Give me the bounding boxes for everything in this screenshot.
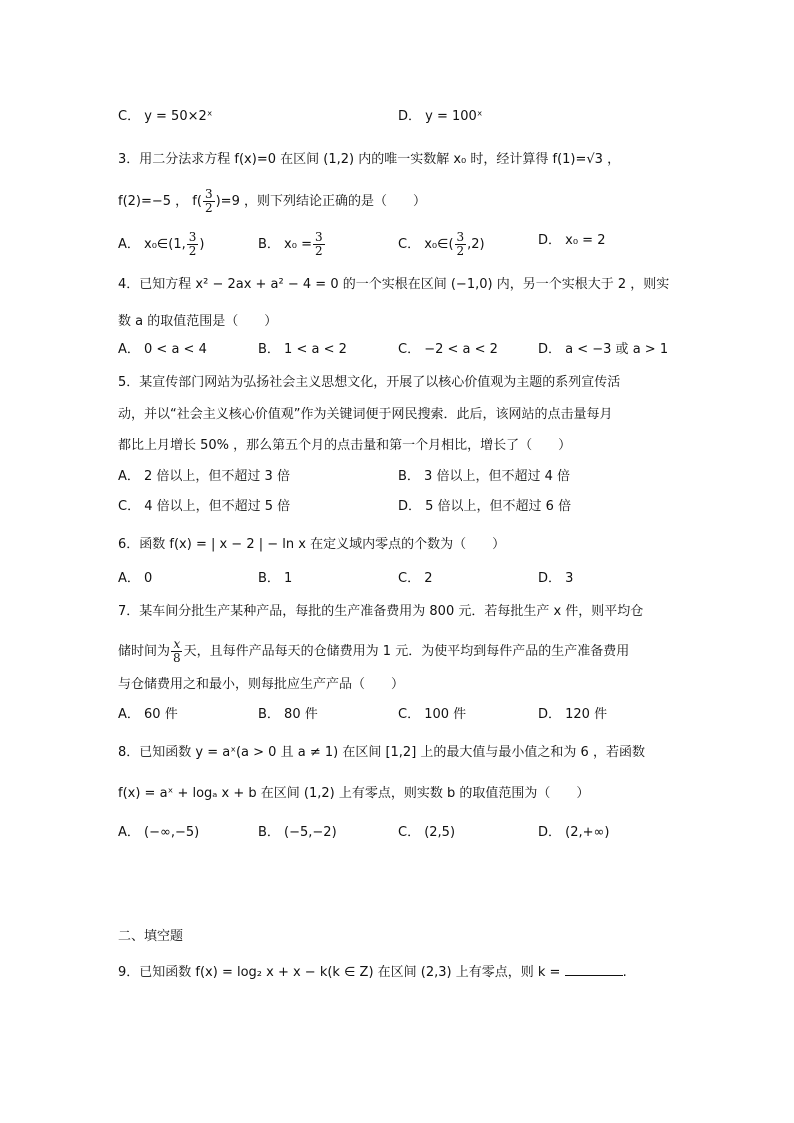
q3-option-a-num: 3	[188, 230, 197, 244]
q3-stem-line2-a: f(2)=−5 ， f(	[118, 194, 202, 209]
q7-fraction-num: x	[173, 637, 181, 651]
q3-option-c-fraction	[455, 231, 467, 258]
q4-option-b: B． 1 < a < 2	[258, 342, 347, 357]
q3-option-a-fraction	[187, 231, 199, 258]
q3-option-c-num: 3	[456, 230, 465, 244]
q3-option-c-post: ,2)	[467, 237, 485, 252]
q7-stem-line2-post: 天，且每件产品每天的仓储费用为 1 元．为使平均到每件产品的生产准备费用	[183, 644, 630, 659]
q3-option-b-num: 3	[314, 230, 323, 244]
q3-stem-line2-b: )=9 ，则下列结论正确的是（ ）	[215, 194, 426, 209]
q3-option-b	[258, 231, 326, 258]
q8-option-a: A． (−∞,−5)	[118, 825, 200, 840]
q3-fraction-den: 2	[204, 201, 213, 215]
q8-option-b: B． (−5,−2)	[258, 825, 337, 840]
q9-stem-text: 9．已知函数 f(x) = log₂ x + x − k(k ∈ Z) 在区间 (2,3) 上有零点，则 k =	[118, 965, 561, 980]
q9-stem	[118, 961, 627, 983]
q3-option-c	[398, 231, 485, 258]
q5-stem-line1: 5．某宣传部门网站为弘扬社会主义思想文化，开展了以核心价值观为主题的系列宣传活	[118, 375, 621, 390]
q3-option-c-den: 2	[456, 244, 465, 258]
q7-option-d: D． 120 件	[538, 707, 608, 722]
q9-answer-blank[interactable]	[565, 961, 623, 976]
q5-option-c: C． 4 倍以上，但不超过 5 倍	[118, 499, 291, 514]
q7-option-b: B． 80 件	[258, 707, 318, 722]
q5-stem-line3: 都比上月增长 50% ，那么第五个月的点击量和第一个月相比，增长了（ ）	[118, 438, 572, 453]
q6-option-b: B． 1	[258, 571, 293, 586]
q7-stem-line3: 与仓储费用之和最小，则每批应生产产品（ ）	[118, 677, 405, 692]
q6-stem: 6．函数 f(x) = | x − 2 | − ln x 在定义域内零点的个数为（ ）	[118, 537, 506, 552]
q3-fraction-num: 3	[204, 187, 213, 201]
q9-stem-end: .	[622, 965, 627, 980]
q3-stem-line1: 3．用二分法求方程 f(x)=0 在区间 (1,2) 内的唯一实数解 x₀ 时，经计算得 f(1)=√3 ，	[118, 152, 621, 167]
q4-option-d: D． a < −3 或 a > 1	[538, 342, 669, 357]
q7-option-c: C． 100 件	[398, 707, 467, 722]
q3-stem-line2	[118, 188, 426, 215]
q3-option-b-pre: B． x₀ =	[258, 237, 312, 252]
q3-option-c-pre: C． x₀∈(	[398, 237, 454, 252]
section-heading: 二、填空题	[118, 929, 184, 944]
q6-option-a: A． 0	[118, 571, 153, 586]
q3-option-a-den: 2	[188, 244, 197, 258]
q3-option-d: D． x₀ = 2	[538, 233, 606, 248]
q5-option-b: B． 3 倍以上，但不超过 4 倍	[398, 469, 570, 484]
q6-option-d: D． 3	[538, 571, 574, 586]
q3-option-a-pre: A． x₀∈(1,	[118, 237, 186, 252]
q4-option-c: C． −2 < a < 2	[398, 342, 498, 357]
q5-stem-line2: 动，并以“社会主义核心价值观”作为关键词便于网民搜索．此后，该网站的点击量每月	[118, 407, 613, 422]
q4-stem-line1: 4．已知方程 x² − 2ax + a² − 4 = 0 的一个实根在区间 (−1,0) 内，另一个实根大于 2 ，则实	[118, 277, 670, 292]
q3-fraction	[203, 188, 215, 215]
q3-option-b-den: 2	[314, 244, 323, 258]
q8-stem-line2: f(x) = aˣ + logₐ x + b 在区间 (1,2) 上有零点，则实数 b 的取值范围为（ ）	[118, 786, 590, 801]
q7-stem-line2	[118, 638, 629, 665]
q7-fraction-den: 8	[173, 651, 181, 665]
q7-stem-line1: 7．某车间分批生产某种产品，每批的生产准备费用为 800 元．若每批生产 x 件，则平均仓	[118, 604, 644, 619]
q5-option-a: A． 2 倍以上，但不超过 3 倍	[118, 469, 290, 484]
q4-stem-line2: 数 a 的取值范围是（ ）	[118, 314, 278, 329]
q8-option-c: C． (2,5)	[398, 825, 456, 840]
q7-stem-line2-pre: 储时间为	[118, 644, 171, 659]
q5-option-d: D． 5 倍以上，但不超过 6 倍	[398, 499, 572, 514]
q7-option-a: A． 60 件	[118, 707, 178, 722]
q3-option-a	[118, 231, 204, 258]
q7-fraction	[171, 638, 183, 665]
q8-option-d: D． (2,+∞)	[538, 825, 610, 840]
q8-stem-line1: 8．已知函数 y = aˣ(a > 0 且 a ≠ 1) 在区间 [1,2] 上的最大值与最小值之和为 6 ，若函数	[118, 745, 645, 760]
q3-option-a-post: )	[199, 237, 205, 252]
q4-option-a: A． 0 < a < 4	[118, 342, 207, 357]
q6-option-c: C． 2	[398, 571, 433, 586]
q2-option-d: D． y = 100ˣ	[398, 109, 483, 124]
q2-option-c: C． y = 50×2ˣ	[118, 109, 213, 124]
q3-option-b-fraction	[313, 231, 325, 258]
